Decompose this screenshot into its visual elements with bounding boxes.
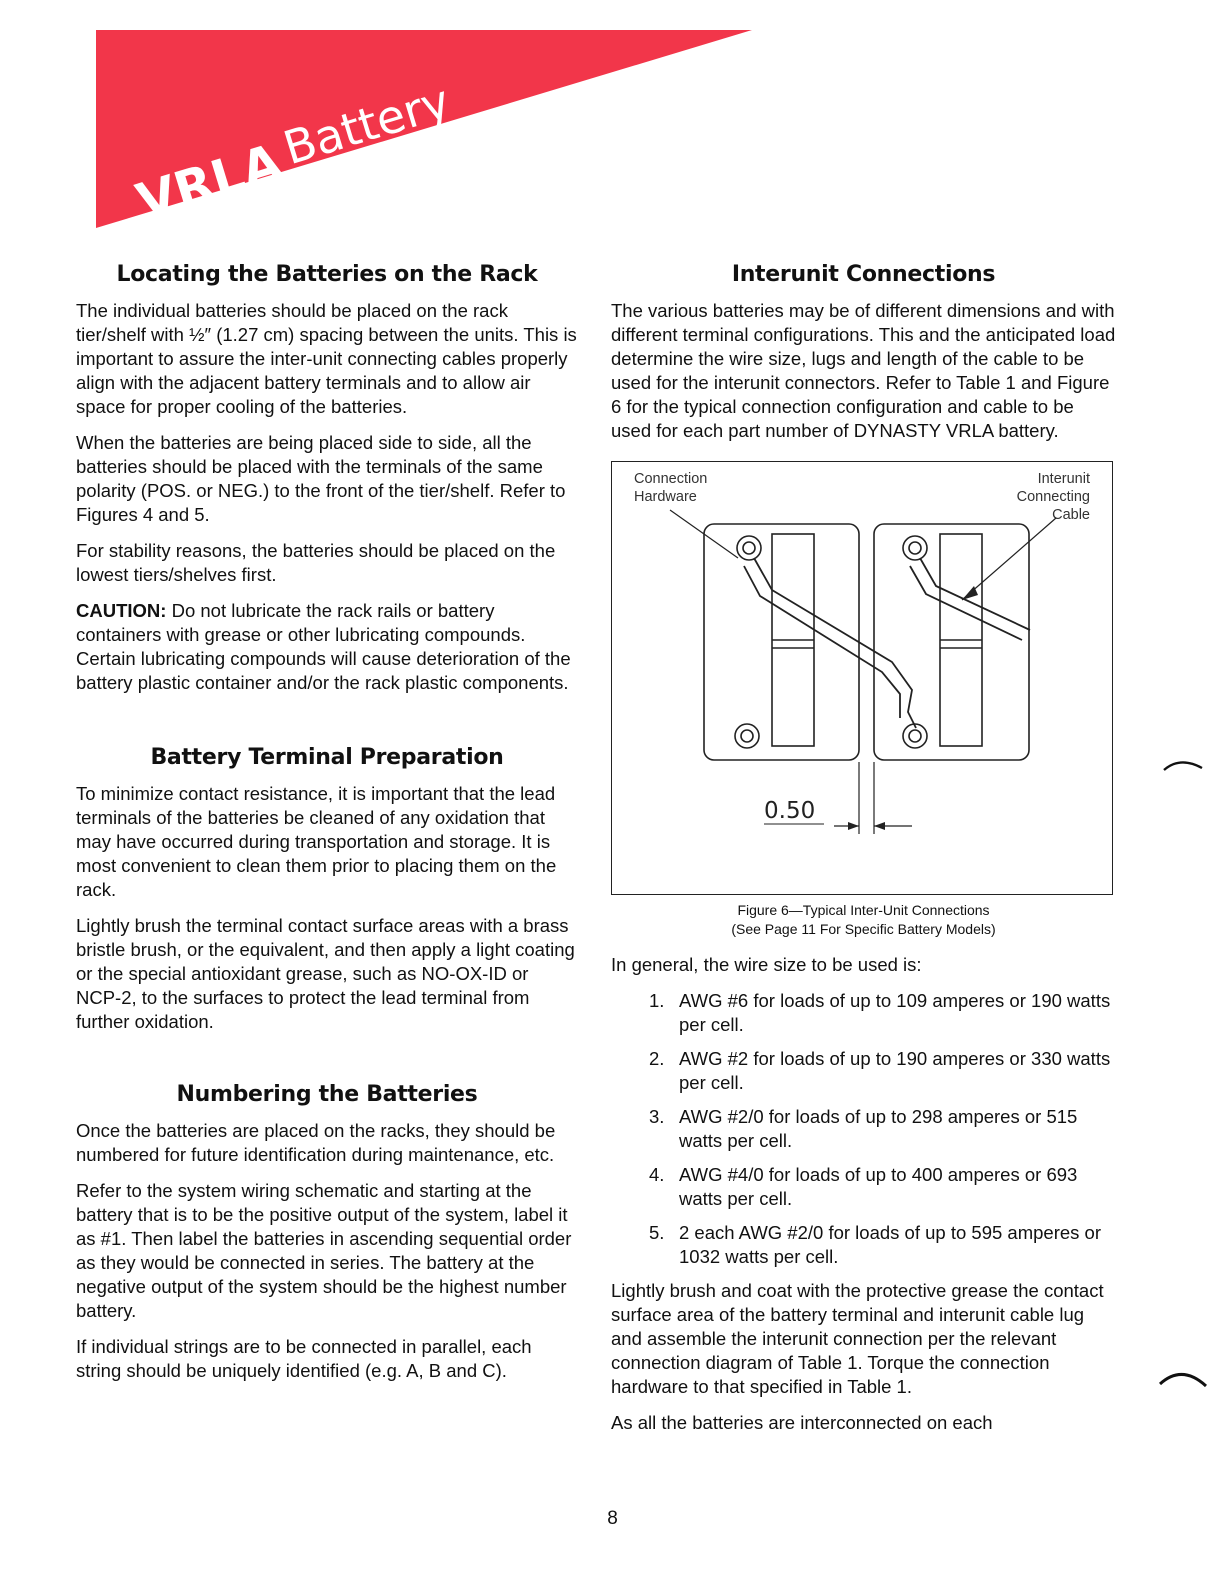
- section-numbering: [76, 1082, 578, 1383]
- list-number: 5.: [649, 1222, 665, 1243]
- banner-title-bold: VRLA: [130, 132, 289, 232]
- banner-title-light: Battery: [277, 73, 456, 176]
- heading-numbering: Numbering the Batteries: [176, 1082, 478, 1107]
- heading-terminal-prep: Battery Terminal Preparation: [150, 745, 504, 770]
- caution-label: CAUTION:: [76, 600, 167, 621]
- label-line: Connection: [634, 471, 708, 487]
- dimension-label: 0.50: [764, 798, 816, 824]
- list-item: [611, 1221, 1116, 1269]
- caution-text: Do not lubricate the rack rails or battery containers with grease or other lubricating compounds. Certain lubricating compounds will cause deterioration of the battery plastic container and/or the rack plastic components.: [76, 600, 571, 693]
- wire-size-list: [611, 989, 1116, 1269]
- terminal-right-top: [903, 536, 927, 560]
- paragraph: Once the batteries are placed on the racks, they should be numbered for future identification during maintenance, etc.: [76, 1120, 556, 1165]
- label-line: Hardware: [634, 489, 697, 505]
- paragraph: To minimize contact resistance, it is important that the lead terminals of the batteries be cleaned of any oxidation that may have occurred during transportation and storage. It is most convenient to clean them prior to placing them on the rack.: [76, 783, 557, 900]
- right-column: [611, 262, 1116, 1447]
- paragraph: The individual batteries should be placed on the rack tier/shelf with ½″ (1.27 cm) spacing between the units. This is important to assure the inter-unit connecting cables properly align with the adjacent battery terminals and to allow air space for proper cooling of the batteries.: [76, 300, 577, 417]
- caption-line-2: (See Page 11 For Specific Battery Models): [731, 921, 996, 937]
- list-number: 4.: [649, 1164, 665, 1185]
- paragraph: For stability reasons, the batteries should be placed on the lowest tiers/shelves first.: [76, 540, 556, 585]
- terminal-left-top: [737, 536, 761, 560]
- list-item: [611, 1163, 1116, 1211]
- margin-mark-2: [1156, 1362, 1212, 1392]
- section-terminal-prep: [76, 745, 578, 1034]
- battery-left: [704, 524, 859, 760]
- paragraph: If individual strings are to be connected in parallel, each string should be uniquely identified (e.g. A, B and C).: [76, 1336, 532, 1381]
- label-line: Interunit: [1037, 471, 1090, 487]
- list-number: 1.: [649, 990, 665, 1011]
- page-number: 8: [607, 1508, 618, 1529]
- figure-caption: [611, 901, 1116, 939]
- list-text: 2 each AWG #2/0 for loads of up to 595 amperes or 1032 watts per cell.: [679, 1222, 1101, 1267]
- paragraph: Lightly brush and coat with the protective grease the contact surface area of the battery terminal and interunit cable lug and assemble the interunit connection per the relevant connection diagram of Table 1. Torque the connection hardware to that specified in Table 1.: [611, 1280, 1104, 1397]
- caption-line-1: Figure 6—Typical Inter-Unit Connections: [737, 902, 990, 918]
- section-locating: [76, 262, 578, 695]
- connection-diagram: [612, 462, 1112, 894]
- caution-paragraph: [76, 599, 578, 695]
- paragraph: As all the batteries are interconnected on each: [611, 1412, 993, 1433]
- list-text: AWG #6 for loads of up to 109 amperes or 190 watts per cell.: [679, 990, 1111, 1035]
- list-intro: In general, the wire size to be used is:: [611, 954, 922, 975]
- margin-mark-1: [1160, 752, 1210, 776]
- paragraph: Refer to the system wiring schematic and starting at the battery that is to be the positive output of the system, label it as #1. Then label the batteries in ascending sequential order as they would be connected in series. The battery at the negative output of the system should be the highest number battery.: [76, 1180, 572, 1321]
- list-text: AWG #2/0 for loads of up to 298 amperes or 515 watts per cell.: [679, 1106, 1078, 1151]
- label-line: Connecting: [1016, 489, 1090, 505]
- heading-interunit: Interunit Connections: [731, 262, 996, 287]
- left-column: [76, 262, 578, 1395]
- list-item: [611, 1047, 1116, 1095]
- paragraph: The various batteries may be of different dimensions and with different terminal configurations. This and the anticipated load determine the wire size, lugs and length of the cable to be used for the interunit connectors. Refer to Table 1 and Figure 6 for the typical connection configuration and cable to be used for each part number of DYNASTY VRLA battery.: [611, 300, 1116, 441]
- terminal-left-bottom: [735, 724, 759, 748]
- list-number: 3.: [649, 1106, 665, 1127]
- list-item: [611, 1105, 1116, 1153]
- battery-right: [874, 524, 1029, 760]
- paragraph: Lightly brush the terminal contact surface areas with a brass bristle brush, or the equivalent, and then apply a light coating or the special antioxidant grease, such as NO-OX-ID or NCP-2, to the surfaces to protect the lead terminal from further oxidation.: [76, 915, 575, 1032]
- list-text: AWG #2 for loads of up to 190 amperes or 330 watts per cell.: [679, 1048, 1111, 1093]
- list-text: AWG #4/0 for loads of up to 400 amperes or 693 watts per cell.: [679, 1164, 1078, 1209]
- label-line: Cable: [1052, 507, 1090, 523]
- paragraph: When the batteries are being placed side to side, all the batteries should be placed with the terminals of the same polarity (POS. or NEG.) to the front of the tier/shelf. Refer to Figures 4 and 5.: [76, 432, 566, 525]
- list-item: [611, 989, 1116, 1037]
- list-number: 2.: [649, 1048, 665, 1069]
- figure-6: [611, 461, 1113, 895]
- vrla-battery-banner: [0, 0, 800, 240]
- heading-locating: Locating the Batteries on the Rack: [116, 262, 538, 287]
